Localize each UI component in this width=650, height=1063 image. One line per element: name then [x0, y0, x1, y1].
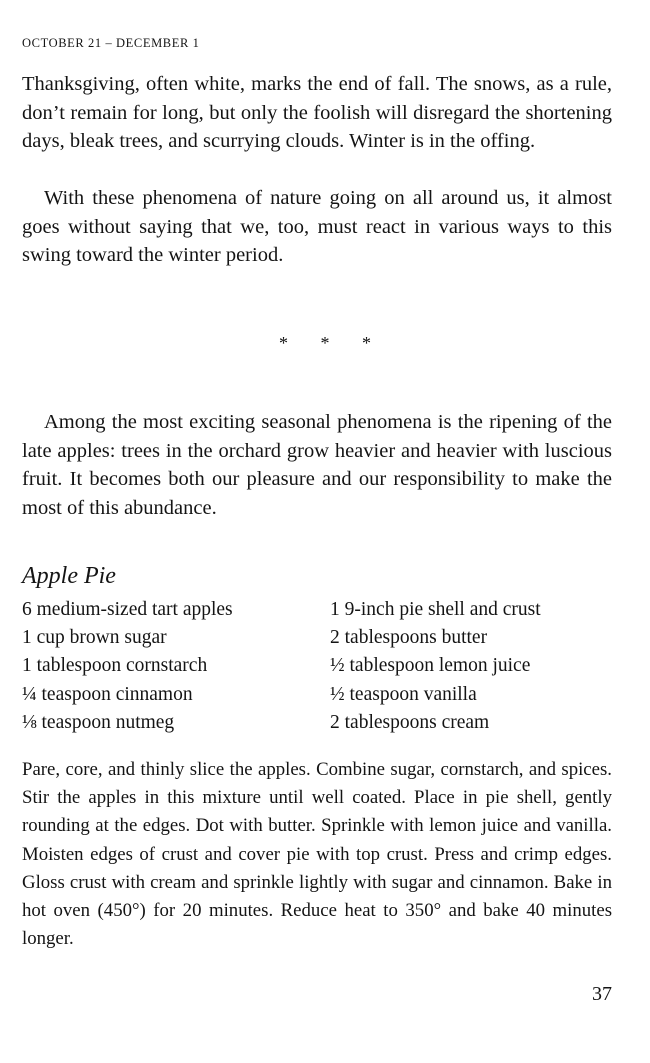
paragraph-apples: Among the most exciting seasonal phenomena is the ripening of the late apples: trees in the orchard grow heavier and heavier with luscious fruit. It becomes both our pleasure and our responsibility to make the most of this abundance.	[22, 411, 612, 519]
paragraph-phenomena: With these phenomena of nature going on all around us, it almost goes without saying that we, too, must react in various ways to this swing toward the winter period.	[22, 187, 612, 266]
ingredient-item: ½ tablespoon lemon juice	[330, 655, 531, 677]
paragraph-thanksgiving: Thanksgiving, often white, marks the end of fall. The snows, as a rule, don’t remain for long, but only the foolish will disregard the shortening days, bleak trees, and scurrying clouds. Winter is in the offing.	[22, 73, 612, 152]
ingredient-item: 2 tablespoons cream	[330, 711, 490, 733]
ingredients-right-column	[330, 596, 541, 737]
ingredient-item: 1 tablespoon cornstarch	[22, 655, 208, 677]
ingredient-item: 2 tablespoons butter	[330, 627, 488, 649]
ingredients-left-column	[22, 596, 233, 737]
section-separator: * * *	[279, 333, 385, 353]
ingredient-item: ⅛ teaspoon nutmeg	[22, 711, 175, 733]
ingredient-item: ¼ teaspoon cinnamon	[22, 683, 193, 705]
recipe-instructions: Pare, core, and thinly slice the apples. Combine sugar, cornstarch, and spices. Stir the apples in this mixture until well coated. Place in pie shell, gently rounding at the edges. Dot with butter. Sprinkle with lemon juice and vanilla. Moisten edges of crust and cover pie with top crust. Press and crimp edges. Gloss crust with cream and sprinkle lightly with sugar and cinnamon. Bake in hot oven (450°) for 20 minutes. Reduce heat to 350° and bake 40 minutes longer.	[22, 759, 612, 950]
ingredient-item: ½ teaspoon vanilla	[330, 683, 477, 705]
ingredient-item: 1 9-inch pie shell and crust	[330, 599, 541, 620]
page-number: 37	[592, 983, 612, 1005]
running-head: OCTOBER 21 – DECEMBER 1	[22, 36, 200, 50]
recipe-title: Apple Pie	[22, 563, 116, 589]
ingredient-item: 6 medium-sized tart apples	[22, 599, 233, 620]
ingredient-item: 1 cup brown sugar	[22, 627, 167, 649]
